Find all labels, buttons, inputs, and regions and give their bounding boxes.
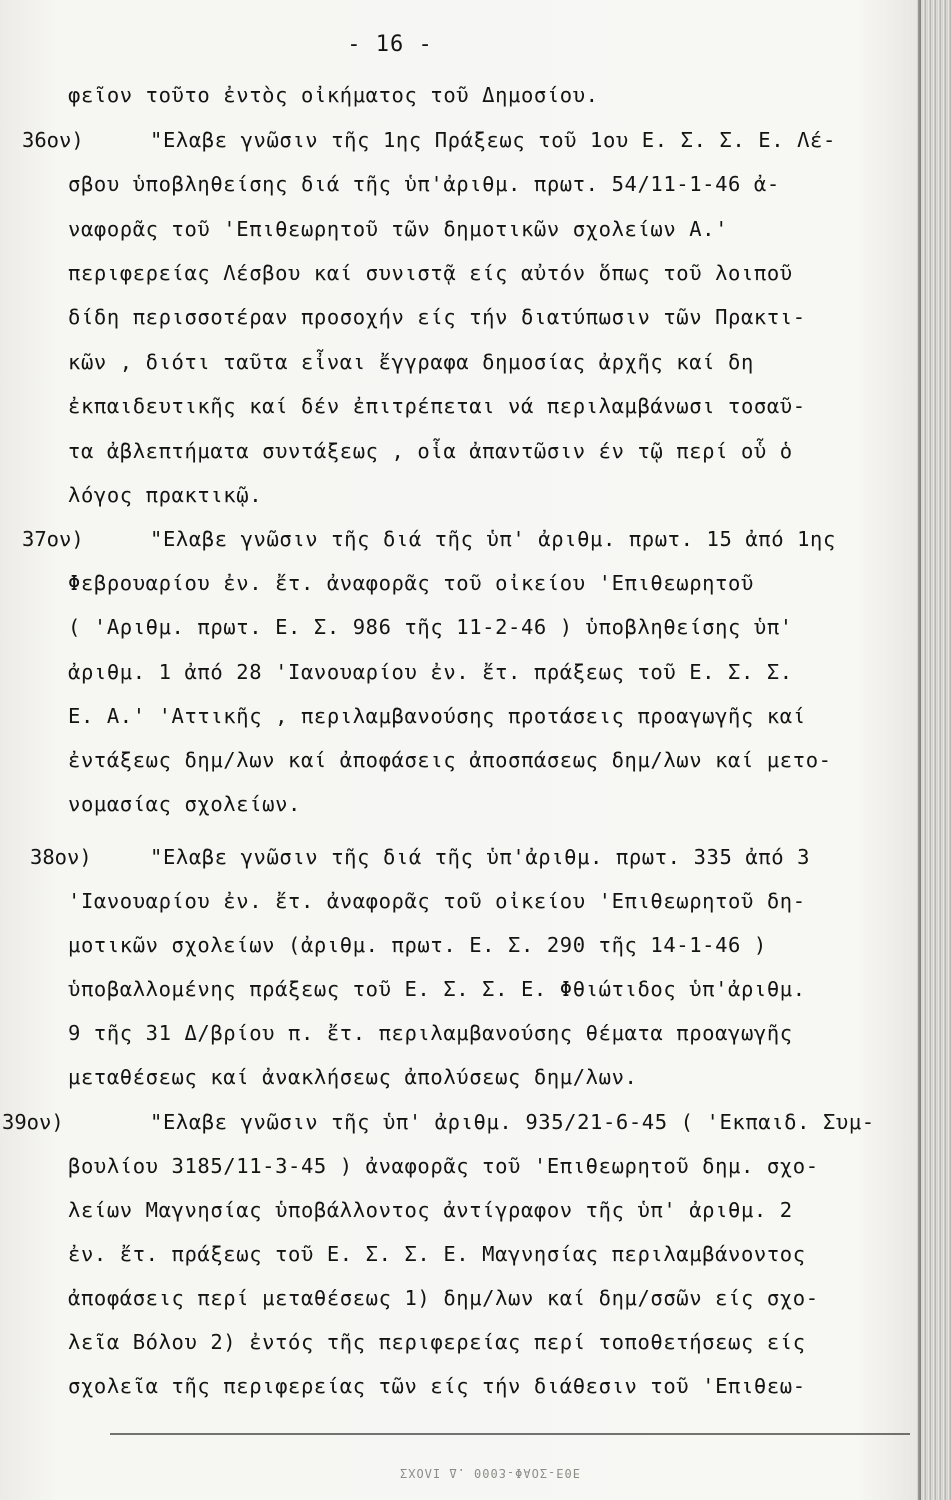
text-line: μεταθέσεως καί ἀνακλήσεως ἀπολύσεως δημ/λων. <box>68 1065 638 1089</box>
footer-bleedthrough-text: ΣΧΟΛΙ Δ. 0003-ΦΑΟΣ-Ε0Ε <box>400 1466 581 1480</box>
text-line: λόγος πρακτικῷ. <box>68 483 263 507</box>
text-line: ἀποφάσεις περί μεταθέσεως 1) δημ/λων καί δημ/σσῶν είς σχο- <box>68 1286 819 1310</box>
text-line: 'Ιανουαρίου ἐν. ἔτ. ἀναφορᾶς τοῦ οἰκείου 'Επιθεωρητοῦ δη- <box>68 889 806 913</box>
page-edge <box>918 0 921 1500</box>
text-line: "Ελαβε γνῶσιν τῆς 1ης Πράξεως τοῦ 1ου Ε. Σ. Σ. Ε. Λέ- <box>150 128 836 152</box>
bottom-rule <box>110 1433 910 1435</box>
entry-number: 38ον) <box>30 845 92 869</box>
text-line: "Ελαβε γνῶσιν τῆς ὑπ' ἀριθμ. 935/21-6-45 ( 'Εκπαιδ. Συμ- <box>150 1110 875 1134</box>
text-line: ἐντάξεως δημ/λων καί ἀποφάσεις ἀποσπάσεως δημ/λων καί μετο- <box>68 748 832 772</box>
text-line: 9 τῆς 31 Δ/βρίου π. ἔτ. περιλαμβανούσης θέματα προαγωγῆς <box>68 1021 793 1045</box>
binding-shadow <box>917 0 951 1500</box>
text-line: "Ελαβε γνῶσιν τῆς διά τῆς ὑπ'ἀριθμ. πρωτ. 335 ἀπό 3 <box>150 845 811 869</box>
text-line: ( 'Αριθμ. πρωτ. Ε. Σ. 986 τῆς 11-2-46 ) ὑποβληθείσης ὑπ' <box>68 615 793 639</box>
text-line: μοτικῶν σχολείων (ἀριθμ. πρωτ. Ε. Σ. 290 τῆς 14-1-46 ) <box>68 933 767 957</box>
text-line: δίδη περισσοτέραν προσοχήν είς τήν διατύπωσιν τῶν Πρακτι- <box>68 305 806 329</box>
text-line: λείων Μαγνησίας ὑποβάλλοντος ἀντίγραφον τῆς ὑπ' ἀριθμ. 2 <box>68 1198 793 1222</box>
text-line: σχολεῖα τῆς περιφερείας τῶν είς τήν διάθεσιν τοῦ 'Επιθεω- <box>68 1374 806 1398</box>
text-line: ναφορᾶς τοῦ 'Επιθεωρητοῦ τῶν δημοτικῶν σχολείων Α.' <box>68 217 729 241</box>
text-line: ἀριθμ. 1 ἀπό 28 'Ιανουαρίου ἐν. ἔτ. πράξεως τοῦ Ε. Σ. Σ. <box>68 660 793 684</box>
page-number: - 16 - <box>347 32 433 57</box>
text-line: Φεβρουαρίου ἐν. ἔτ. ἀναφορᾶς τοῦ οἰκείου 'Επιθεωρητοῦ <box>68 571 754 595</box>
text-line: σβου ὑποβληθείσης διά τῆς ὑπ'ἀριθμ. πρωτ. 54/11-1-46 ἀ- <box>68 172 780 196</box>
text-line: βουλίου 3185/11-3-45 ) ἀναφορᾶς τοῦ 'Επιθεωρητοῦ δημ. σχο- <box>68 1154 819 1178</box>
text-line: φεῖον τοῦτο ἐντὸς οἰκήματος τοῦ Δημοσίου. <box>68 83 599 107</box>
text-line: λεῖα Βόλου 2) ἐντός τῆς περιφερείας περί τοποθετήσεως είς <box>68 1330 806 1354</box>
text-line: νομασίας σχολείων. <box>68 792 301 816</box>
text-line: ὑποβαλλομένης πράξεως τοῦ Ε. Σ. Σ. Ε. Φθιώτιδος ὑπ'ἀριθμ. <box>68 977 806 1001</box>
text-line: περιφερείας Λέσβου καί συνιστᾷ είς αὐτόν ὅπως τοῦ λοιποῦ <box>68 261 793 285</box>
text-line: ἐκπαιδευτικῆς καί δέν ἐπιτρέπεται νά περιλαμβάνωσι τοσαῦ- <box>68 394 806 418</box>
entry-number: 37ον) <box>22 527 84 551</box>
entry-number: 36ον) <box>22 128 84 152</box>
text-line: κῶν , διότι ταῦτα εἶναι ἔγγραφα δημοσίας ἀρχῆς καί δη <box>68 350 754 374</box>
text-line: Ε. Α.' 'Αττικῆς , περιλαμβανούσης προτάσεις προαγωγῆς καί <box>68 704 806 728</box>
text-line: ἐν. ἔτ. πράξεως τοῦ Ε. Σ. Σ. Ε. Μαγνησίας περιλαμβάνοντος <box>68 1242 806 1266</box>
text-line: τα ἀβλεπτήματα συντάξεως , οἷα ἀπαντῶσιν έν τῷ περί οὗ ὁ <box>68 439 793 463</box>
text-line: "Ελαβε γνῶσιν τῆς διά τῆς ὑπ' ἀριθμ. πρωτ. 15 ἀπό 1ης <box>150 527 836 551</box>
entry-number: 39ον) <box>2 1110 64 1134</box>
